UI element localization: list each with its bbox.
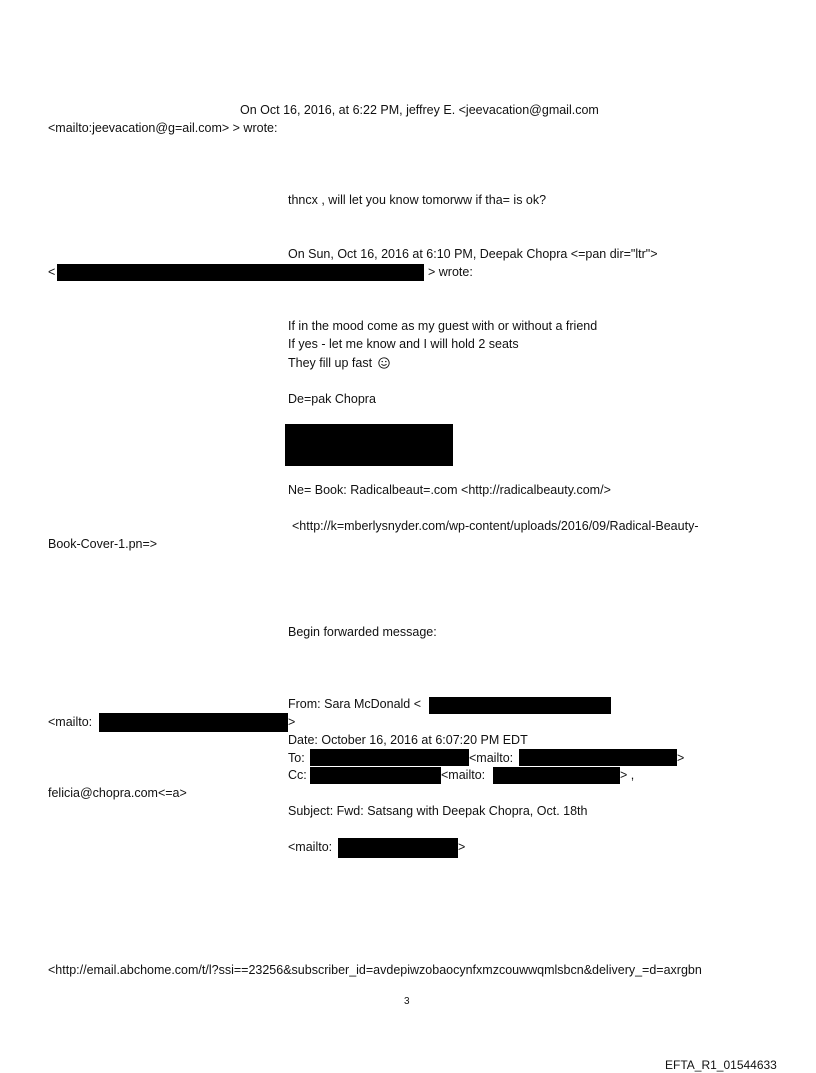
cc-label: Cc: [288, 768, 307, 782]
reply-text: thncx , will let you know tomorww if tha= is ok? [288, 193, 547, 207]
redaction-block [519, 749, 677, 766]
redaction-block [99, 713, 288, 732]
redaction-block [338, 838, 458, 858]
redaction-block [429, 697, 611, 714]
quoted-body-line-3 [288, 356, 390, 371]
signature: De=pak Chopra [288, 392, 376, 406]
from-label: From: Sara McDonald < [288, 697, 422, 711]
cc-overflow: felicia@chopra.com<=a> [48, 786, 187, 800]
subject-line: Subject: Fwd: Satsang with Deepak Chopra, Oct. 18th [288, 804, 588, 818]
redaction-block [310, 767, 441, 784]
date-line: Date: October 16, 2016 at 6:07:20 PM EDT [288, 733, 528, 747]
redaction-block [493, 767, 620, 784]
new-book-line: Ne= Book: Radicalbeaut=.com <http://radicalbeauty.com/> [288, 483, 611, 497]
quoted-body-line-1: If in the mood come as my guest with or without a friend [288, 319, 598, 333]
quoted-body-line-3-text: They fill up fast [288, 356, 373, 370]
redaction-block [285, 424, 453, 466]
mailto-2-prefix: <mailto: [288, 840, 333, 854]
tracking-link: <http://email.abchome.com/t/l?ssi==23256&subscriber_id=avdepiwzobaocynfxmzcouwwqmlsbcn&delivery_=d=axrgbn [48, 963, 702, 977]
from-mailto-prefix: <mailto: [48, 715, 93, 729]
forwarded-intro: Begin forwarded message: [288, 625, 437, 639]
smiley-face-icon [378, 357, 390, 369]
page-number: 3 [404, 996, 410, 1007]
document-id: EFTA_R1_01544633 [665, 1058, 777, 1072]
quoted-body-line-2: If yes - let me know and I will hold 2 seats [288, 337, 519, 351]
email-header-line-1: On Oct 16, 2016, at 6:22 PM, jeffrey E. <jeevacation@gmail.com [240, 103, 599, 117]
to-mailto: <mailto: [469, 751, 514, 765]
quoted-header-line-1: On Sun, Oct 16, 2016 at 6:10 PM, Deepak Chopra <=pan dir="ltr"> [288, 247, 658, 261]
image-link-line-1: <http://k=mberlysnyder.com/wp-content/uploads/2016/09/Radical-Beauty- [292, 519, 699, 533]
quoted-header-bracket: < [48, 265, 56, 279]
mailto-2-close: > [458, 840, 466, 854]
image-link-line-2: Book-Cover-1.pn=> [48, 537, 158, 551]
redaction-block [310, 749, 469, 766]
redaction-block [57, 264, 424, 281]
to-close: > [677, 751, 685, 765]
cc-close: > , [620, 768, 635, 782]
to-label: To: [288, 751, 305, 765]
email-header-line-2: <mailto:jeevacation@g=ail.com> > wrote: [48, 121, 278, 135]
from-close-bracket: > [288, 715, 296, 729]
cc-mailto: <mailto: [441, 768, 486, 782]
quoted-header-wrote: > wrote: [428, 265, 473, 279]
